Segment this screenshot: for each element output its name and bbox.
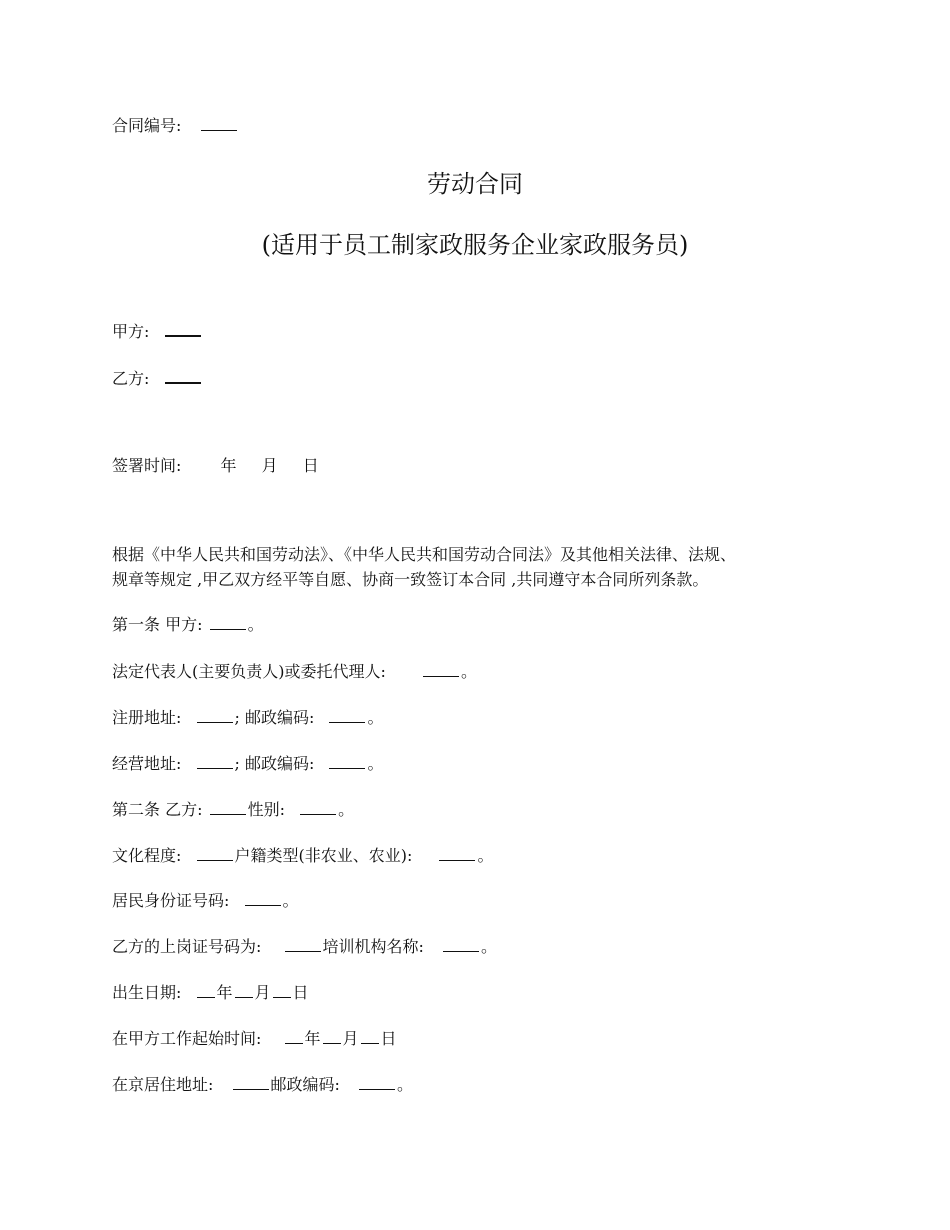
- cert-label: 乙方的上岗证号码为:: [112, 937, 262, 956]
- hukou-blank: [439, 846, 475, 861]
- reg-address-label: 注册地址:: [112, 708, 182, 727]
- party-b-blank: [165, 368, 201, 384]
- period: 。: [282, 891, 299, 910]
- article-2-label: 第二条 乙方:: [112, 800, 203, 819]
- birth-date-label: 出生日期:: [112, 983, 182, 1002]
- gender-label: 性别:: [247, 800, 285, 819]
- contract-number-label: 合同编号:: [112, 116, 182, 135]
- article-1-line: [112, 615, 264, 635]
- contract-number-line: [112, 116, 239, 136]
- beijing-address-label: 在京居住地址:: [112, 1075, 214, 1094]
- birth-date-line: [112, 983, 309, 1003]
- sign-date-year: 年: [220, 456, 237, 475]
- legal-rep-blank: [423, 662, 459, 677]
- reg-postal-blank: [329, 708, 365, 723]
- document-title: 劳动合同: [427, 170, 523, 198]
- sign-date-month: 月: [261, 456, 278, 475]
- biz-address-label: 经营地址:: [112, 754, 182, 773]
- start-month-blank: [323, 1029, 341, 1044]
- party-a-name-blank: [210, 615, 246, 630]
- beijing-address-blank: [233, 1075, 269, 1090]
- period: 。: [247, 615, 264, 634]
- gender-blank: [300, 800, 336, 815]
- party-b-label: 乙方:: [112, 369, 150, 388]
- reg-address-line: [112, 708, 383, 728]
- cert-line: [112, 937, 497, 957]
- birth-day-blank: [273, 983, 291, 998]
- period: 。: [477, 846, 494, 865]
- period: 。: [367, 754, 384, 773]
- intro-line-2: 规章等规定 ,甲乙双方经平等自愿、协商一致签订本合同 ,共同遵守本合同所列条款。: [112, 570, 709, 589]
- legal-rep-label: 法定代表人(主要负责人)或委托代理人:: [112, 662, 386, 681]
- period: 。: [481, 937, 498, 956]
- beijing-address-line: [112, 1075, 413, 1095]
- training-org-blank: [443, 937, 479, 952]
- biz-postal-blank: [329, 754, 365, 769]
- month-label: 月: [254, 983, 271, 1002]
- party-b-line: [112, 368, 203, 389]
- document-subtitle: (适用于员工制家政服务企业家政服务员): [261, 231, 689, 259]
- postal-code-label: 邮政编码:: [270, 1075, 340, 1094]
- postal-code-label: ; 邮政编码:: [234, 754, 315, 773]
- year-label: 年: [304, 1029, 321, 1048]
- biz-address-line: [112, 754, 383, 774]
- start-year-blank: [285, 1029, 303, 1044]
- sign-date-label: 签署时间:: [112, 456, 182, 475]
- party-a-blank: [165, 321, 201, 337]
- month-label: 月: [342, 1029, 359, 1048]
- year-label: 年: [216, 983, 233, 1002]
- birth-month-blank: [235, 983, 253, 998]
- cert-blank: [285, 937, 321, 952]
- party-b-name-blank: [210, 800, 246, 815]
- party-a-line: [112, 321, 203, 342]
- start-date-label: 在甲方工作起始时间:: [112, 1029, 262, 1048]
- legal-rep-line: [112, 662, 477, 682]
- postal-code-label: ; 邮政编码:: [234, 708, 315, 727]
- intro-line-1: 根据《中华人民共和国劳动法》、《中华人民共和国劳动合同法》及其他相关法律、法规、: [112, 545, 737, 564]
- start-date-line: [112, 1029, 397, 1049]
- birth-year-blank: [197, 983, 215, 998]
- training-org-label: 培训机构名称:: [322, 937, 424, 956]
- education-blank: [197, 846, 233, 861]
- beijing-postal-blank: [359, 1075, 395, 1090]
- period: 。: [338, 800, 355, 819]
- contract-number-blank: [201, 116, 237, 131]
- id-number-line: [112, 891, 299, 911]
- reg-address-blank: [197, 708, 233, 723]
- period: 。: [460, 662, 477, 681]
- education-line: [112, 846, 494, 866]
- biz-address-blank: [197, 754, 233, 769]
- hukou-label: 户籍类型(非农业、农业):: [234, 846, 413, 865]
- id-number-blank: [245, 891, 281, 906]
- sign-date-day: 日: [302, 456, 319, 475]
- party-a-label: 甲方:: [112, 322, 150, 341]
- sign-date-line: [112, 456, 319, 476]
- id-number-label: 居民身份证号码:: [112, 891, 230, 910]
- article-2-line: [112, 800, 354, 820]
- period: 。: [397, 1075, 414, 1094]
- article-1-label: 第一条 甲方:: [112, 615, 203, 634]
- education-label: 文化程度:: [112, 846, 182, 865]
- period: 。: [367, 708, 384, 727]
- day-label: 日: [292, 983, 309, 1002]
- day-label: 日: [380, 1029, 397, 1048]
- start-day-blank: [361, 1029, 379, 1044]
